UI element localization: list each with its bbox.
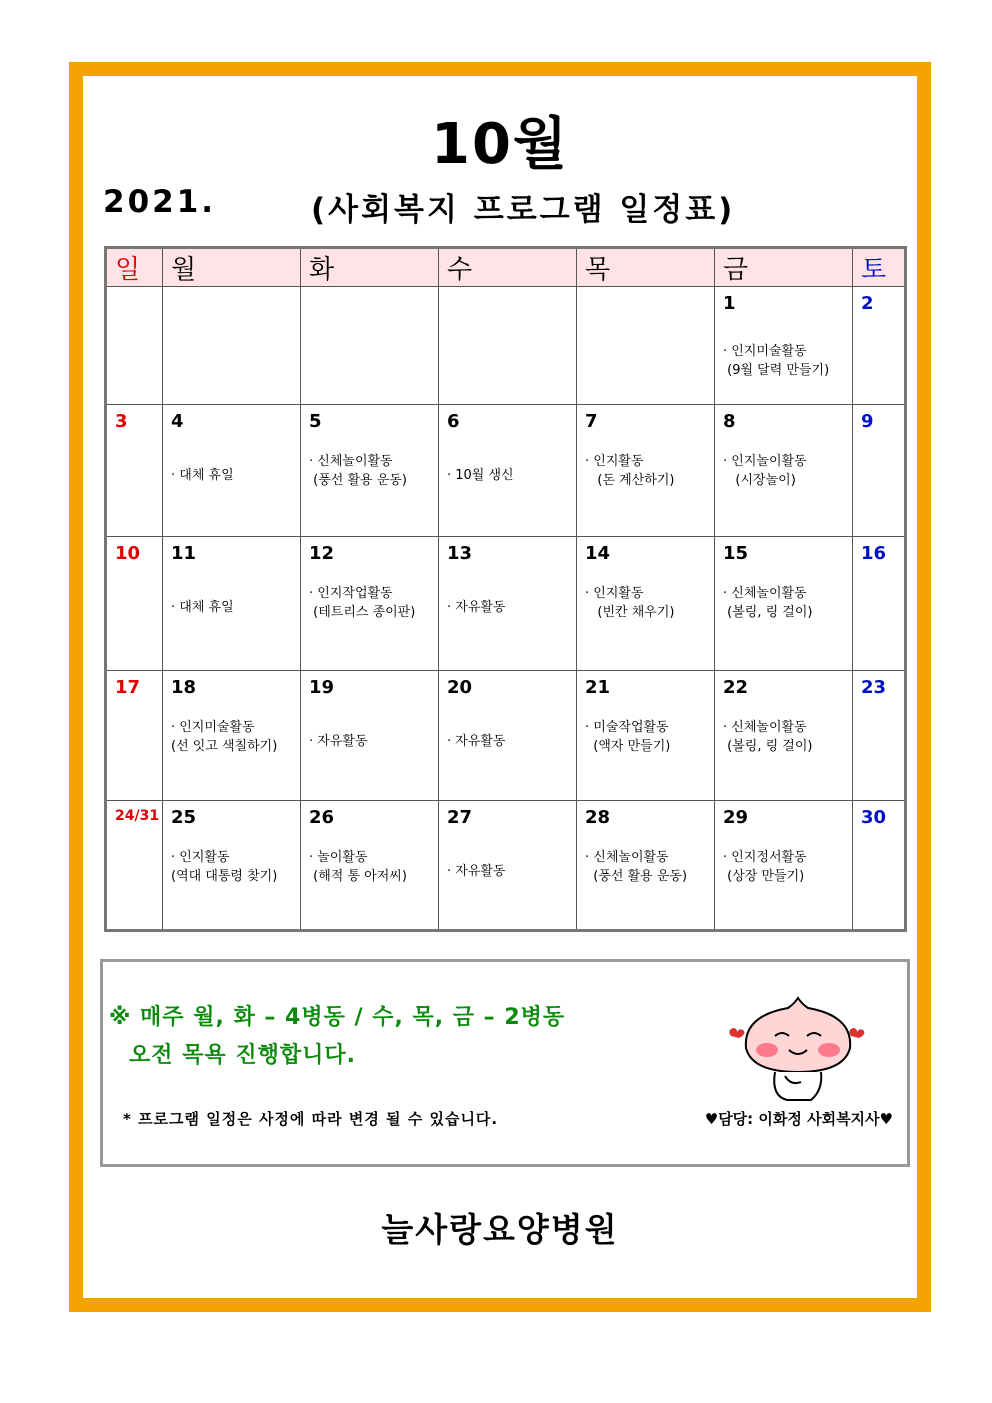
weekday-header-row [106,248,906,287]
activity-line: · 자유활동 [447,864,506,879]
calendar-day-cell [715,671,853,801]
activity-text [715,432,852,490]
weekday-header: 목 [577,248,715,287]
activity-line: (시장놀이) [723,473,796,488]
day-number [439,287,576,293]
day-number: 10 [115,543,141,564]
activity-line: (테트리스 종이판) [309,605,416,620]
activity-text [715,314,852,380]
activity-text [715,698,852,756]
calendar-day-cell [301,537,439,671]
day-number: 26 [309,807,335,828]
weekday-header: 일 [106,248,163,287]
weekday-header: 월 [163,248,301,287]
day-number: 12 [309,543,335,564]
activity-line: (액자 만들기) [585,739,671,754]
activity-line: · 인지작업활동 [309,586,393,601]
calendar-day-cell [577,405,715,537]
activity-line: (빈칸 채우기) [585,605,675,620]
activity-text [715,564,852,622]
activity-line: · 미술작업활동 [585,720,669,735]
activity-line: (풍선 활용 운동) [309,473,407,488]
page-frame [69,62,931,1312]
calendar-table [104,246,907,932]
day-number: 16 [861,543,887,564]
day-number: 4 [171,411,184,432]
day-number: 18 [171,677,197,698]
day-number [577,287,714,293]
weekday-header: 금 [715,248,853,287]
weekday-header: 수 [439,248,577,287]
calendar-day-cell [715,537,853,671]
calendar-day-cell [163,405,301,537]
activity-text [301,828,438,886]
day-number: 25 [171,807,197,828]
year-label: 2021. [103,184,217,220]
calendar-day-cell [439,801,577,931]
page-subtitle: (사회복지 프로그램 일정표) [311,192,736,228]
calendar-day-cell [106,801,163,931]
activity-line: · 신체놀이활동 [309,454,393,469]
day-number: 11 [171,543,197,564]
day-number: 15 [723,543,749,564]
calendar-day-cell [577,287,715,405]
day-number: 28 [585,807,611,828]
activity-line: (상장 만들기) [723,869,805,884]
calendar-day-cell [301,671,439,801]
day-number: 29 [723,807,749,828]
weekday-header: 토 [853,248,906,287]
activity-text [577,564,714,622]
activity-line: · 인지활동 [171,850,230,865]
day-number: 30 [861,807,887,828]
activity-line: · 인지미술활동 [723,344,807,359]
contact-person: ♥담당: 이화정 사회복지사♥ [704,1110,893,1128]
activity-text [439,432,576,485]
activity-text [439,698,576,751]
calendar-day-cell [163,801,301,931]
activity-text [715,828,852,886]
calendar-day-cell [439,537,577,671]
heart-icon [729,1028,744,1038]
schedule-change-note: * 프로그램 일정은 사정에 따라 변경 될 수 있습니다. [123,1110,499,1128]
calendar-day-cell [106,405,163,537]
calendar-day-cell [853,287,906,405]
calendar-day-cell [715,801,853,931]
activity-line: (선 잇고 색칠하기) [171,739,278,754]
calendar-day-cell [106,671,163,801]
calendar-day-cell [301,405,439,537]
activity-text [577,828,714,886]
day-number: 9 [861,411,874,432]
activity-line: (돈 계산하기) [585,473,675,488]
calendar-day-cell [853,537,906,671]
calendar-day-cell [577,537,715,671]
calendar-body [106,287,906,931]
calendar-day-cell [106,537,163,671]
day-number: 5 [309,411,322,432]
calendar-day-cell [301,287,439,405]
hospital-name: 늘사랑요양병원 [381,1210,619,1249]
calendar-day-cell [853,801,906,931]
activity-text [163,432,300,485]
day-number: 22 [723,677,749,698]
calendar-week-row [106,671,906,801]
calendar-week-row [106,405,906,537]
calendar-week-row [106,537,906,671]
activity-text [301,564,438,622]
calendar-day-cell [163,671,301,801]
activity-line: · 놀이활동 [309,850,368,865]
activity-text [301,698,438,751]
day-number: 14 [585,543,611,564]
activity-text [163,698,300,756]
calendar-day-cell [715,405,853,537]
calendar-day-cell [853,671,906,801]
calendar-day-cell [715,287,853,405]
day-number: 21 [585,677,611,698]
day-number: 17 [115,677,141,698]
calendar-day-cell [301,801,439,931]
day-number: 1 [723,293,736,314]
day-number [107,287,162,293]
activity-line: · 인지활동 [585,454,644,469]
activity-text [439,564,576,617]
activity-line: · 인지활동 [585,586,644,601]
calendar-day-cell [106,287,163,405]
activity-text [301,432,438,490]
day-number: 13 [447,543,473,564]
calendar-day-cell [163,287,301,405]
activity-line: (풍선 활용 운동) [585,869,688,884]
notice-box [100,959,910,1167]
activity-line: · 자유활동 [447,600,506,615]
day-number: 24/31 [115,808,160,824]
bath-schedule-line: ※ 매주 월, 화 – 4병동 / 수, 목, 금 – 2병동 [109,1005,566,1030]
activity-text [439,828,576,881]
activity-line: · 대체 휴일 [171,600,234,615]
page-title: 10월 [430,112,570,177]
day-number: 27 [447,807,473,828]
heart-icon [849,1028,864,1038]
activity-line: (볼링, 링 걸이) [723,605,813,620]
bath-schedule-line-2: 오전 목욕 진행합니다. [129,1043,356,1068]
activity-line: · 신체놀이활동 [723,586,807,601]
activity-line: · 대체 휴일 [171,468,234,483]
day-number: 2 [861,293,874,314]
activity-line: · 자유활동 [309,734,368,749]
day-number: 3 [115,411,128,432]
calendar-day-cell [853,405,906,537]
activity-line: (해적 통 아저씨) [309,869,407,884]
weekday-header: 화 [301,248,439,287]
activity-line: · 10월 생신 [447,468,514,483]
activity-line: (역대 대통령 찾기) [171,869,278,884]
activity-line: · 신체놀이활동 [585,850,669,865]
day-number: 20 [447,677,473,698]
day-number: 6 [447,411,460,432]
activity-text [163,828,300,886]
day-number [301,287,438,293]
calendar-day-cell [439,287,577,405]
calendar-day-cell [439,405,577,537]
activity-text [163,564,300,617]
activity-line: · 인지미술활동 [171,720,255,735]
activity-text [577,698,714,756]
calendar-day-cell [163,537,301,671]
activity-line: · 자유활동 [447,734,506,749]
calendar-day-cell [439,671,577,801]
day-number: 7 [585,411,598,432]
peach-mascot-icon [723,992,873,1102]
calendar-day-cell [577,801,715,931]
calendar-day-cell [577,671,715,801]
activity-text [577,432,714,490]
day-number: 8 [723,411,736,432]
activity-line: · 인지놀이활동 [723,454,807,469]
activity-line: · 신체놀이활동 [723,720,807,735]
day-number: 19 [309,677,335,698]
activity-line: (볼링, 링 걸이) [723,739,813,754]
activity-line: (9월 달력 만들기) [723,363,830,378]
activity-line: · 인지정서활동 [723,850,807,865]
day-number [163,287,300,293]
calendar-week-row [106,287,906,405]
day-number: 23 [861,677,887,698]
calendar-week-row [106,801,906,931]
